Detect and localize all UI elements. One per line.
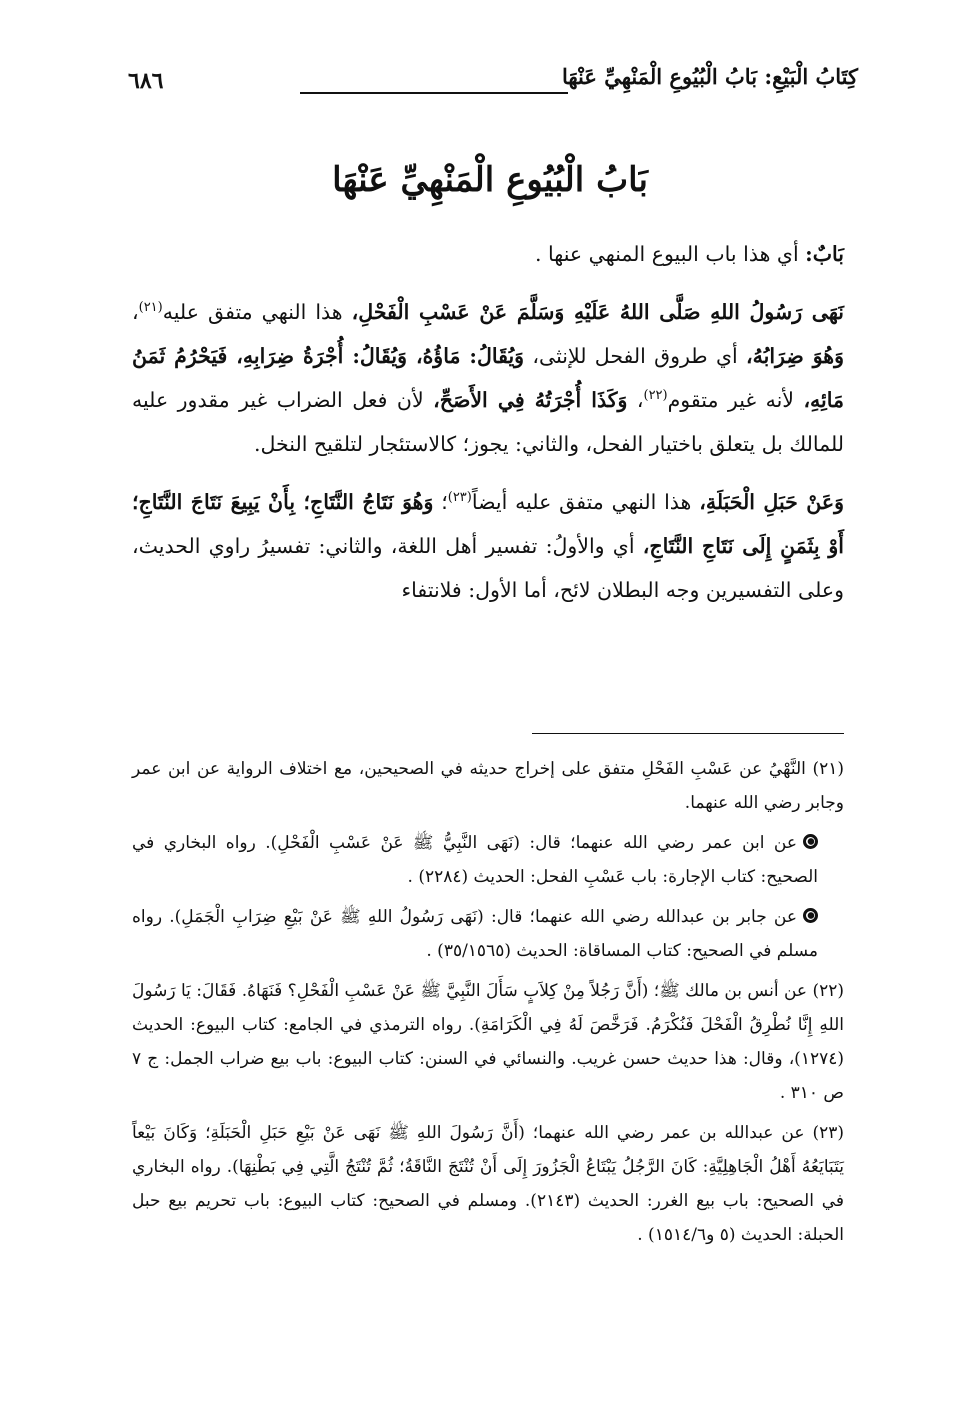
- bold-term: بَابٌ:: [805, 242, 844, 266]
- footnote-text: عن ابن عمر رضي الله عنهما؛ قال: (نَهَى النَّبِيُّ ﷺ عَنْ عَسْبِ الْفَحْلِ). رواه البخاري في الصحيح: كتاب الإجارة: باب عَسْبِ الفحل: الحديث (٢٢٨٤) .: [132, 833, 818, 887]
- footnote-21-item-1: [132, 826, 844, 894]
- main-text: [132, 232, 844, 612]
- matn-text: وَكَذَا أُجْرَتُهُ فِي الأَصَحِّ،: [433, 388, 628, 412]
- commentary-text: هذا النهي متفق عليه: [162, 300, 352, 324]
- paragraph-bab: [132, 232, 844, 276]
- footnote-23: (٢٣) عن عبدالله بن عمر رضي الله عنهما؛ (أَنَّ رَسُولَ اللهِ ﷺ نَهَى عَنْ بَيْعِ حَبَلِ الْحَبَلَةِ؛ وَكَانَ بَيْعاً يَتَبَايَعُهُ أَهْلُ الْجَاهِلِيَّةِ: كَانَ الرَّجُلُ يَبْتَاعُ الْجَزُورَ إِلَى أَنْ تُنْتَجَ النَّاقَةُ؛ ثُمَّ تُنْتَجُ الَّتِي فِي بَطْنِهَا). رواه البخاري في الصحيح: باب بيع الغرر: الحديث (٢١٤٣). ومسلم في الصحيح: كتاب البيوع: باب تحريم بيع حبل الحبلة: الحديث (٥ و١٥١٤/٦) .: [132, 1123, 845, 1245]
- running-title: كِتَابُ الْبَيْعِ: بَابُ الْبُيُوعِ الْمَنْهِيِّ عَنْهَا: [561, 64, 858, 89]
- footnote-22: (٢٢) عن أنس بن مالك ﷺ؛ (أَنَّ رَجُلاً مِنْ كِلاَبٍ سَأَلَ النَّبِيَّ ﷺ عَنْ عَسْبِ الْفَحْلِ؟ فَنَهَاهُ. فَقَالَ: يَا رَسُولَ اللهِ إِنَّا نُطْرِقُ الْفَحْلَ فَنُكْرَمُ. فَرَخَّصَ لَهُ فِي الْكَرَامَةِ). رواه الترمذي في الجامع: كتاب البيوع: الحديث (١٢٧٤)، وقال: هذا حديث حسن غريب. والنسائي في السنن: كتاب البيوع: باب بيع ضراب الجمل: ج ٧ ص ٣١٠ .: [132, 981, 844, 1103]
- commentary-text: ،: [132, 300, 139, 324]
- commentary-text: أي طروق الفحل للإنثى،: [524, 344, 747, 368]
- footnote-21: (٢١) النَّهْيُ عن عَسْبِ الفَحْلِ متفق على إخراج حديثه في الصحيحين، مع اختلاف الرواية عن ابن عمر وجابر رضي الله عنهما.: [132, 759, 844, 813]
- commentary-text: هذا النهي متفق عليه أيضاً: [471, 490, 700, 514]
- commentary-text: أي والأولُ: تفسير أهل اللغة، والثاني: تفسيرُ راوي الحديث، وعلى التفسيرين وجه البطلان لائح، أما الأول: فلانتفاء: [132, 534, 844, 602]
- matn-text: وَهُوَ ضِرَابُهُ،: [746, 344, 844, 368]
- page-number: ٦٨٦: [128, 68, 164, 94]
- commentary-text: لأنه غير متقوم: [667, 388, 804, 412]
- commentary-text: أي هذا باب البيوع المنهي عنها .: [535, 242, 806, 266]
- commentary-text: ؛: [433, 490, 448, 514]
- footnotes: [132, 752, 844, 1252]
- footnote-divider: [532, 733, 844, 734]
- footnote-ref-22: (٢٢): [643, 388, 668, 404]
- footnote-text: عن جابر بن عبدالله رضي الله عنهما؛ قال: (نَهَى رَسُولُ اللهِ ﷺ عَنْ بَيْعِ ضِرَابِ الْجَمَلِ). رواه مسلم في الصحيح: كتاب المساقاة: الحديث (٣٥/١٥٦٥) .: [132, 907, 818, 961]
- matn-text: نَهَى رَسُولُ اللهِ صَلَّى اللهُ عَلَيْهِ وَسَلَّمَ عَنْ عَسْبِ الْفَحْلِ،: [351, 300, 844, 324]
- matn-text: وَيُقَالُ: مَاؤُهُ، وَيُقَالُ: أُجْرَةُ ضِرَابِهِ، فَيَحْرُمُ ثَمَنُ مَائِهِ،: [132, 344, 844, 412]
- commentary-text: لأن فعل الضراب غير مقدور عليه للمالك بل يتعلق باختيار الفحل، والثاني: يجوز؛ كالاستئجار لتلقيح النخل.: [132, 388, 844, 456]
- matn-text: وَعَنْ حَبَلِ الْحَبَلَةِ،: [699, 490, 844, 514]
- running-header: [128, 62, 858, 102]
- footnote-21-item-2: [132, 900, 844, 968]
- commentary-text: ،: [627, 388, 644, 412]
- matn-text: وَهُوَ نَتَاجُ النَّتَاجِ؛ بِأَنْ يَبِيعَ نَتَاجَ النَّتَاجِ؛ أَوْ بِثَمَنٍ إِلَى نَتَاجِ النَّتَاجِ،: [132, 490, 844, 558]
- header-rule: [300, 92, 568, 94]
- footnote-ref-21: (٢١): [138, 300, 163, 316]
- paragraph-asb-al-fahl: [132, 290, 844, 466]
- paragraph-habal-al-habala: [132, 480, 844, 612]
- bullet-icon: [803, 908, 818, 923]
- bullet-icon: [803, 834, 818, 849]
- chapter-title: بَابُ الْبُيُوعِ الْمَنْهِيِّ عَنْهَا: [332, 160, 648, 200]
- footnote-ref-23: (٢٣): [447, 490, 472, 506]
